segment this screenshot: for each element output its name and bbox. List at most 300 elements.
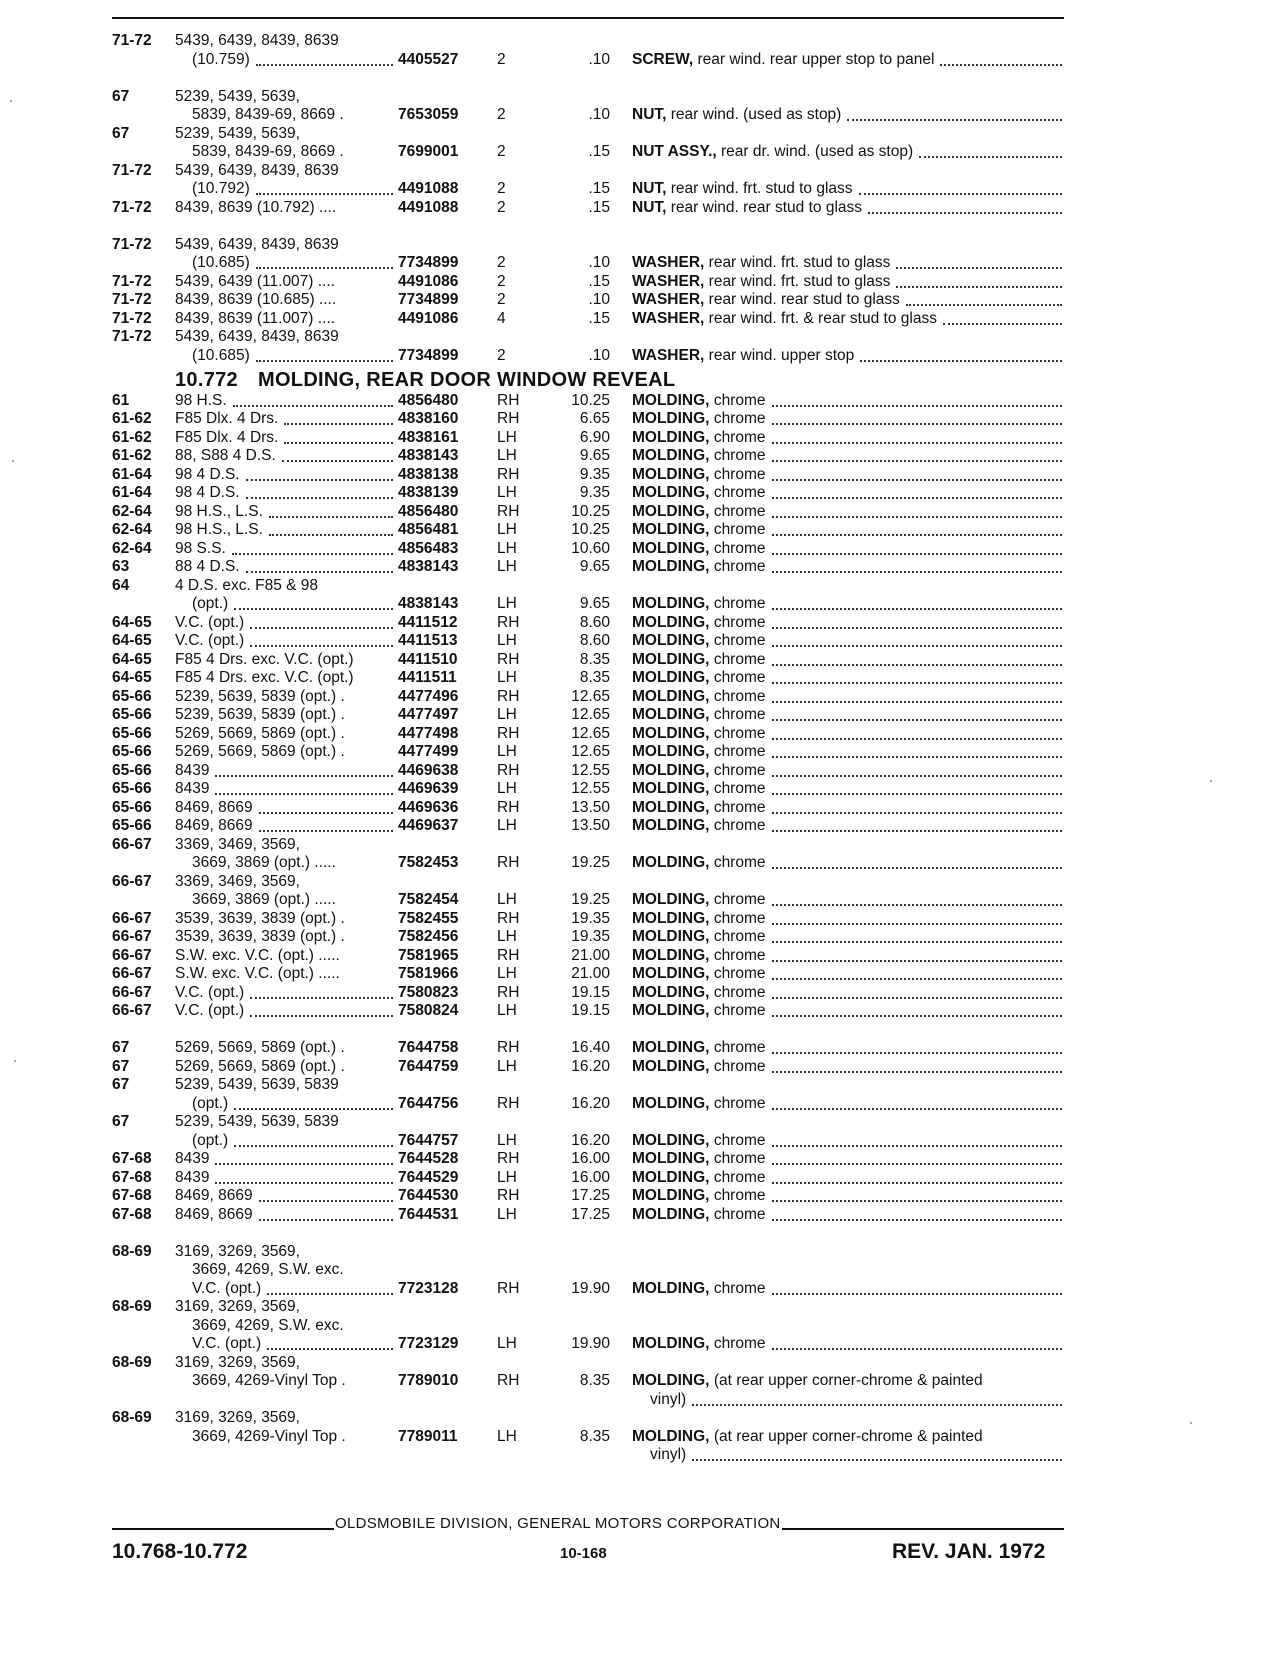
model-year: 66-67 bbox=[112, 946, 152, 964]
model-applicability: 3169, 3269, 3569, bbox=[175, 1242, 300, 1260]
dot-leader bbox=[772, 423, 1062, 425]
dot-leader bbox=[919, 156, 1062, 158]
list-price: 19.15 bbox=[571, 983, 610, 1001]
part-description bbox=[632, 1187, 766, 1205]
part-name: MOLDING, bbox=[632, 1094, 710, 1112]
table-row bbox=[0, 1261, 1287, 1279]
dot-leader bbox=[906, 304, 1062, 306]
part-description bbox=[632, 1428, 983, 1446]
model-applicability: 8469, 8669 bbox=[175, 1187, 253, 1204]
part-name: MOLDING, bbox=[632, 1187, 710, 1204]
model-applicability: 5239, 5639, 5839 (opt.) . bbox=[175, 706, 345, 723]
part-name: MOLDING, bbox=[632, 965, 710, 982]
dot-leader bbox=[772, 479, 1062, 481]
quantity-side: LH bbox=[497, 1168, 517, 1186]
table-row bbox=[0, 595, 1287, 613]
description-text: vinyl) bbox=[650, 1446, 687, 1463]
quantity-side: RH bbox=[497, 724, 520, 742]
list-price: 12.65 bbox=[571, 706, 610, 723]
part-name: NUT ASSY., bbox=[632, 143, 717, 160]
part-name: MOLDING, bbox=[632, 891, 710, 908]
description-text: chrome bbox=[713, 595, 766, 612]
table-row bbox=[0, 466, 1287, 484]
table-row bbox=[0, 669, 1287, 687]
quantity-side: RH bbox=[497, 1187, 520, 1204]
model-applicability: V.C. (opt.) bbox=[175, 613, 245, 631]
scan-speck bbox=[12, 460, 14, 462]
part-description bbox=[632, 503, 766, 521]
description-text: chrome bbox=[713, 410, 766, 427]
part-number: 4469637 bbox=[398, 817, 459, 834]
dot-leader bbox=[772, 1219, 1062, 1221]
dot-leader bbox=[259, 1200, 393, 1202]
dot-leader bbox=[772, 1015, 1062, 1017]
table-row bbox=[0, 706, 1287, 724]
description-text: chrome bbox=[713, 1094, 766, 1112]
part-number: 7789011 bbox=[398, 1427, 458, 1445]
list-price: 13.50 bbox=[571, 798, 610, 816]
table-row bbox=[0, 614, 1287, 632]
model-applicability: 5239, 5439, 5639, 5839 bbox=[175, 1076, 339, 1093]
model-applicability: 88 4 D.S. bbox=[175, 558, 240, 575]
description-text: chrome bbox=[713, 1150, 766, 1167]
quantity-side: LH bbox=[497, 1205, 517, 1223]
list-price: 16.20 bbox=[571, 1094, 610, 1112]
part-name: MOLDING, bbox=[632, 928, 710, 945]
description-text: chrome bbox=[713, 780, 766, 797]
part-description bbox=[632, 817, 766, 835]
part-number: 4469636 bbox=[398, 798, 459, 816]
part-name: MOLDING, bbox=[632, 946, 710, 964]
description-text: chrome bbox=[713, 946, 766, 964]
description-text: chrome bbox=[713, 854, 766, 871]
dot-leader bbox=[233, 405, 393, 407]
list-price: 21.00 bbox=[571, 946, 610, 964]
description-text: chrome bbox=[713, 1168, 766, 1186]
description-text: (at rear upper corner-chrome & painted bbox=[713, 1427, 983, 1445]
description-text: chrome bbox=[713, 724, 766, 742]
model-year: 67 bbox=[112, 1076, 130, 1093]
description-text: chrome bbox=[713, 1279, 766, 1297]
part-description bbox=[632, 199, 862, 217]
model-year: 67 bbox=[112, 1057, 130, 1075]
part-name: MOLDING, bbox=[632, 909, 710, 927]
part-description bbox=[632, 180, 853, 198]
quantity-side: RH bbox=[497, 391, 520, 409]
part-number: 7644759 bbox=[398, 1057, 459, 1075]
table-row bbox=[0, 328, 1287, 346]
part-description bbox=[632, 780, 766, 798]
table-row bbox=[0, 984, 1287, 1002]
dot-leader bbox=[772, 516, 1062, 518]
dot-leader bbox=[269, 534, 393, 536]
table-row bbox=[0, 447, 1287, 465]
dot-leader bbox=[940, 64, 1062, 66]
quantity-side: 2 bbox=[497, 291, 506, 308]
model-applicability: S.W. exc. V.C. (opt.) ..... bbox=[175, 946, 340, 964]
dot-leader bbox=[772, 941, 1062, 943]
part-number: 7644528 bbox=[398, 1150, 459, 1167]
dot-leader bbox=[772, 682, 1062, 684]
description-text: chrome bbox=[713, 558, 766, 575]
table-row bbox=[0, 254, 1287, 272]
dot-leader bbox=[250, 627, 393, 629]
model-applicability: 3169, 3269, 3569, bbox=[175, 1353, 300, 1371]
description-text: rear wind. upper stop bbox=[708, 346, 855, 364]
part-number: 4469639 bbox=[398, 780, 459, 797]
model-year: 62-64 bbox=[112, 502, 152, 520]
quantity-side: 2 bbox=[497, 180, 506, 197]
part-name: MOLDING, bbox=[632, 650, 710, 668]
part-name: MOLDING, bbox=[632, 428, 710, 446]
part-description bbox=[632, 743, 766, 761]
part-name: MOLDING, bbox=[632, 632, 710, 649]
part-number: 4477496 bbox=[398, 687, 459, 705]
model-applicability: 3369, 3469, 3569, bbox=[175, 835, 300, 853]
part-number: 7644757 bbox=[398, 1131, 459, 1149]
section-number: 10.772 bbox=[175, 369, 238, 391]
table-row bbox=[0, 1132, 1287, 1150]
model-applicability: (10.759) bbox=[192, 50, 250, 68]
model-year: 65-66 bbox=[112, 798, 152, 816]
model-applicability: 5239, 5439, 5639, bbox=[175, 124, 300, 142]
part-name: WASHER, bbox=[632, 272, 705, 290]
dot-leader bbox=[772, 405, 1062, 407]
quantity-side: 2 bbox=[497, 346, 506, 364]
model-applicability: 8439, 8639 (10.685) .... bbox=[175, 291, 337, 308]
dot-leader bbox=[772, 867, 1062, 869]
part-description bbox=[632, 1335, 766, 1353]
table-row bbox=[0, 503, 1287, 521]
model-year: 67 bbox=[112, 1113, 130, 1130]
dot-leader bbox=[772, 553, 1062, 555]
model-applicability: (10.792) bbox=[192, 180, 250, 197]
part-description bbox=[632, 1372, 983, 1390]
part-number: 7644756 bbox=[398, 1094, 459, 1112]
description-text: rear wind. rear upper stop to panel bbox=[697, 50, 935, 68]
table-row bbox=[0, 836, 1287, 854]
part-number: 7699001 bbox=[398, 143, 459, 160]
model-year: 67-68 bbox=[112, 1205, 152, 1223]
scan-speck bbox=[14, 1060, 16, 1062]
part-number: 7581965 bbox=[398, 946, 459, 964]
list-price: 10.25 bbox=[571, 521, 610, 538]
part-description bbox=[632, 706, 766, 724]
table-row bbox=[0, 1095, 1287, 1113]
table-row bbox=[0, 928, 1287, 946]
model-applicability: 3539, 3639, 3839 (opt.) . bbox=[175, 909, 345, 927]
dot-leader bbox=[215, 1163, 393, 1165]
table-row bbox=[0, 236, 1287, 254]
dot-leader bbox=[282, 460, 393, 462]
part-name: MOLDING, bbox=[632, 1279, 710, 1297]
part-description bbox=[632, 106, 841, 124]
part-description bbox=[632, 447, 766, 465]
table-row bbox=[0, 392, 1287, 410]
model-year: 66-67 bbox=[112, 1002, 152, 1019]
model-year: 67 bbox=[112, 87, 130, 105]
part-name: MOLDING, bbox=[632, 706, 710, 723]
table-row bbox=[0, 1298, 1287, 1316]
part-name: NUT, bbox=[632, 180, 667, 197]
model-applicability: 5269, 5669, 5869 (opt.) . bbox=[175, 1039, 345, 1056]
quantity-side: LH bbox=[497, 1057, 517, 1075]
table-row bbox=[0, 799, 1287, 817]
table-row bbox=[0, 88, 1287, 106]
part-number: 4491086 bbox=[398, 309, 459, 327]
dot-leader bbox=[259, 812, 393, 814]
part-description bbox=[632, 910, 766, 928]
model-applicability: 8439, 8639 (11.007) .... bbox=[175, 309, 335, 327]
part-name: MOLDING, bbox=[632, 761, 710, 779]
dot-leader bbox=[284, 423, 393, 425]
table-row bbox=[0, 51, 1287, 69]
dot-leader bbox=[772, 923, 1062, 925]
part-description bbox=[632, 928, 766, 946]
quantity-side: RH bbox=[497, 1150, 520, 1167]
description-text: chrome bbox=[713, 428, 766, 446]
dot-leader bbox=[772, 1293, 1062, 1295]
model-applicability: 3169, 3269, 3569, bbox=[175, 1298, 300, 1315]
quantity-side: LH bbox=[497, 595, 517, 612]
model-applicability: 5439, 6439, 8439, 8639 bbox=[175, 32, 339, 49]
model-year: 66-67 bbox=[112, 983, 152, 1001]
part-description bbox=[632, 347, 854, 365]
model-year: 64-65 bbox=[112, 669, 152, 686]
model-applicability: 88, S88 4 D.S. bbox=[175, 447, 276, 464]
dot-leader bbox=[250, 1015, 393, 1017]
list-price: 12.55 bbox=[571, 780, 610, 797]
quantity-side: LH bbox=[497, 1427, 517, 1445]
table-row bbox=[0, 1113, 1287, 1131]
dot-leader bbox=[215, 1182, 393, 1184]
table-row bbox=[0, 429, 1287, 447]
part-description bbox=[632, 466, 766, 484]
model-year: 64-65 bbox=[112, 650, 152, 668]
part-name: MOLDING, bbox=[632, 780, 710, 797]
description-text: chrome bbox=[713, 817, 766, 834]
table-row bbox=[0, 910, 1287, 928]
list-price: 9.65 bbox=[579, 558, 610, 575]
list-price: 8.60 bbox=[579, 613, 610, 631]
model-year: 65-66 bbox=[112, 687, 152, 705]
dot-leader bbox=[772, 664, 1062, 666]
description-text: rear wind. rear stud to glass bbox=[670, 198, 863, 216]
part-description bbox=[632, 273, 890, 291]
part-name: WASHER, bbox=[632, 291, 705, 308]
table-row bbox=[0, 1169, 1287, 1187]
list-price: 19.35 bbox=[571, 909, 610, 927]
list-price: 10.60 bbox=[571, 539, 610, 557]
description-text: chrome bbox=[713, 909, 766, 927]
dot-leader bbox=[772, 608, 1062, 610]
model-applicability: 98 S.S. bbox=[175, 539, 226, 557]
table-row bbox=[0, 780, 1287, 798]
table-row bbox=[0, 1409, 1287, 1427]
model-year: 65-66 bbox=[112, 817, 152, 834]
model-year: 65-66 bbox=[112, 743, 152, 760]
part-number: 4405527 bbox=[398, 50, 459, 68]
part-number: 7653059 bbox=[398, 106, 459, 123]
model-year: 65-66 bbox=[112, 706, 152, 723]
list-price: 16.40 bbox=[571, 1039, 610, 1056]
quantity-side: RH bbox=[497, 761, 520, 779]
model-year: 71-72 bbox=[112, 291, 152, 308]
table-row bbox=[0, 1150, 1287, 1168]
quantity-side: LH bbox=[497, 1335, 517, 1352]
table-row bbox=[0, 762, 1287, 780]
model-applicability: 5239, 5439, 5639, bbox=[175, 87, 300, 105]
quantity-side: LH bbox=[497, 428, 517, 446]
dot-leader bbox=[772, 719, 1062, 721]
description-text: chrome bbox=[713, 706, 766, 723]
list-price: 8.35 bbox=[579, 669, 610, 686]
part-number: 4469638 bbox=[398, 761, 459, 779]
table-row bbox=[0, 32, 1287, 50]
part-name: MOLDING, bbox=[632, 465, 710, 483]
model-year: 65-66 bbox=[112, 761, 152, 779]
dot-leader bbox=[943, 323, 1062, 325]
table-row bbox=[0, 162, 1287, 180]
dot-leader bbox=[250, 997, 393, 999]
model-year: 67-68 bbox=[112, 1168, 152, 1186]
model-applicability: 3669, 4269-Vinyl Top . bbox=[192, 1427, 346, 1445]
part-number: 4411513 bbox=[398, 632, 458, 649]
list-price: 6.90 bbox=[579, 428, 610, 446]
footer-group-range: 10.768-10.772 bbox=[112, 1540, 248, 1563]
table-row bbox=[0, 817, 1287, 835]
list-price: 16.00 bbox=[571, 1150, 610, 1167]
description-text: chrome bbox=[713, 391, 766, 409]
description-text: chrome bbox=[713, 650, 766, 668]
quantity-side: LH bbox=[497, 521, 517, 538]
model-year: 68-69 bbox=[112, 1409, 152, 1426]
table-row bbox=[0, 854, 1287, 872]
model-year: 66-67 bbox=[112, 965, 152, 982]
description-text: chrome bbox=[713, 798, 766, 816]
dot-leader bbox=[772, 960, 1062, 962]
model-applicability: S.W. exc. V.C. (opt.) ..... bbox=[175, 965, 340, 982]
list-price: 12.65 bbox=[571, 724, 610, 742]
table-row bbox=[0, 1317, 1287, 1335]
dot-leader bbox=[267, 1293, 393, 1295]
list-price: 12.65 bbox=[571, 687, 610, 705]
table-row bbox=[0, 1391, 1287, 1409]
model-applicability: 5439, 6439, 8439, 8639 bbox=[175, 235, 339, 253]
list-price: 16.00 bbox=[571, 1168, 610, 1186]
model-year: 62-64 bbox=[112, 521, 152, 538]
part-number: 7644758 bbox=[398, 1039, 459, 1056]
table-row bbox=[0, 521, 1287, 539]
part-description bbox=[632, 1280, 766, 1298]
model-applicability: 4 D.S. exc. F85 & 98 bbox=[175, 576, 319, 594]
description-text: chrome bbox=[713, 632, 766, 649]
quantity-side: LH bbox=[497, 447, 517, 464]
table-row bbox=[0, 484, 1287, 502]
quantity-side: RH bbox=[497, 798, 520, 816]
table-row bbox=[0, 199, 1287, 217]
description-text: chrome bbox=[713, 761, 766, 779]
dot-leader bbox=[772, 1182, 1062, 1184]
model-applicability: 98 H.S., L.S. bbox=[175, 521, 263, 538]
quantity-side: 2 bbox=[497, 106, 506, 123]
table-row bbox=[0, 1372, 1287, 1390]
model-applicability: (opt.) bbox=[192, 1131, 229, 1149]
part-number: 4411512 bbox=[398, 613, 458, 631]
part-number: 7723129 bbox=[398, 1335, 459, 1352]
list-price: 9.35 bbox=[579, 465, 610, 483]
dot-leader bbox=[267, 1348, 393, 1350]
table-row bbox=[0, 1243, 1287, 1261]
section-heading bbox=[175, 369, 675, 392]
table-row bbox=[0, 347, 1287, 365]
dot-leader bbox=[234, 1145, 393, 1147]
scan-speck bbox=[10, 100, 12, 102]
model-applicability: 5439, 6439, 8439, 8639 bbox=[175, 328, 339, 345]
model-year: 71-72 bbox=[112, 32, 152, 49]
part-description bbox=[632, 310, 937, 328]
list-price: 17.25 bbox=[571, 1187, 610, 1204]
quantity-side: LH bbox=[497, 539, 517, 557]
part-number: 4838143 bbox=[398, 595, 459, 612]
dot-leader bbox=[772, 1145, 1062, 1147]
quantity-side: RH bbox=[497, 465, 520, 483]
description-text: chrome bbox=[713, 965, 766, 982]
model-applicability: 98 4 D.S. bbox=[175, 484, 240, 501]
model-applicability: 3169, 3269, 3569, bbox=[175, 1409, 300, 1426]
dot-leader bbox=[246, 497, 393, 499]
dot-leader bbox=[772, 460, 1062, 462]
part-name: MOLDING, bbox=[632, 484, 710, 501]
model-year: 65-66 bbox=[112, 780, 152, 797]
list-price: 8.35 bbox=[579, 650, 610, 668]
part-description bbox=[632, 651, 766, 669]
dot-leader bbox=[692, 1404, 1062, 1406]
dot-leader bbox=[772, 534, 1062, 536]
part-description bbox=[632, 669, 766, 687]
dot-leader bbox=[772, 793, 1062, 795]
part-name: MOLDING, bbox=[632, 1057, 710, 1075]
part-description bbox=[632, 51, 934, 69]
list-price: 19.90 bbox=[571, 1335, 610, 1352]
model-year: 71-72 bbox=[112, 328, 152, 345]
quantity-side: LH bbox=[497, 743, 517, 760]
quantity-side: RH bbox=[497, 909, 520, 927]
table-row bbox=[0, 577, 1287, 595]
dot-leader bbox=[896, 286, 1062, 288]
dot-leader bbox=[859, 193, 1062, 195]
model-year: 66-67 bbox=[112, 835, 152, 853]
quantity-side: 2 bbox=[497, 198, 506, 216]
model-year: 67 bbox=[112, 1039, 130, 1056]
dot-leader bbox=[256, 193, 393, 195]
quantity-side: LH bbox=[497, 484, 517, 501]
list-price: 16.20 bbox=[571, 1131, 610, 1149]
model-year: 65-66 bbox=[112, 724, 152, 742]
list-price: 19.15 bbox=[571, 1002, 610, 1019]
part-description bbox=[632, 947, 766, 965]
part-description bbox=[632, 392, 766, 410]
part-description bbox=[632, 410, 766, 428]
dot-leader bbox=[772, 978, 1062, 980]
part-description bbox=[632, 254, 890, 272]
part-name: MOLDING, bbox=[632, 1335, 710, 1352]
part-description bbox=[632, 1132, 766, 1150]
model-applicability: 8469, 8669 bbox=[175, 798, 253, 816]
model-applicability: 3669, 4269-Vinyl Top . bbox=[192, 1372, 346, 1389]
model-year: 66-67 bbox=[112, 928, 152, 945]
table-row bbox=[0, 873, 1287, 891]
